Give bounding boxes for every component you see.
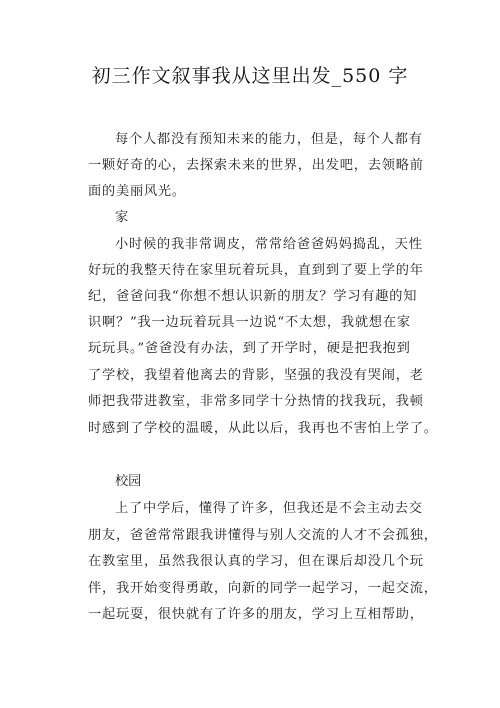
school-line-2: 朋友，爸爸常常跟我讲懂得与别人交流的人才不会孤独， xyxy=(88,528,438,543)
intro-line-1: 每个人都没有预知未来的能力，但是，每个人都有 xyxy=(115,132,423,147)
home-line-4: 识啊？”我一边玩着玩具一边说“不太想，我就想在家 xyxy=(88,315,411,330)
school-line-3: 在教室里，虽然我很认真的学习，但在课后却没几个玩 xyxy=(88,554,424,569)
section-heading-school: 校园 xyxy=(115,474,142,489)
intro-line-2: 一颗好奇的心，去探索未来的世界，出发吧，去领略前 xyxy=(88,158,424,173)
home-line-8: 时感到了学校的温暖，从此以后，我再也不害怕上学了。 xyxy=(88,421,438,436)
home-line-7: 师把我带进教室，非常多同学十分热情的找我玩，我顿 xyxy=(88,394,424,409)
section-heading-home: 家 xyxy=(115,210,129,225)
home-line-5: 玩玩具。”爸爸没有办法，到了开学时，硬是把我抱到 xyxy=(88,341,411,356)
home-line-1: 小时候的我非常调皮，常常给爸爸妈妈捣乱，天性 xyxy=(115,237,423,252)
intro-line-3: 面的美丽风光。 xyxy=(88,184,186,199)
document-title: 初三作文叙事我从这里出发_550 字 xyxy=(91,65,409,87)
school-line-5: 一起玩耍，很快就有了许多的朋友，学习上互相帮助， xyxy=(88,607,424,622)
school-line-1: 上了中学后，懂得了许多，但我还是不会主动去交 xyxy=(115,501,423,516)
home-line-6: 了学校，我望着他离去的背影，坚强的我没有哭闹，老 xyxy=(88,368,424,383)
home-line-3: 纪，爸爸问我“你想不想认识新的朋友？学习有趣的知 xyxy=(88,289,418,304)
home-line-2: 好玩的我整天待在家里玩着玩具，直到到了要上学的年 xyxy=(88,263,424,278)
school-line-4: 伴，我开始变得勇敢，向新的同学一起学习，一起交流， xyxy=(88,581,438,596)
